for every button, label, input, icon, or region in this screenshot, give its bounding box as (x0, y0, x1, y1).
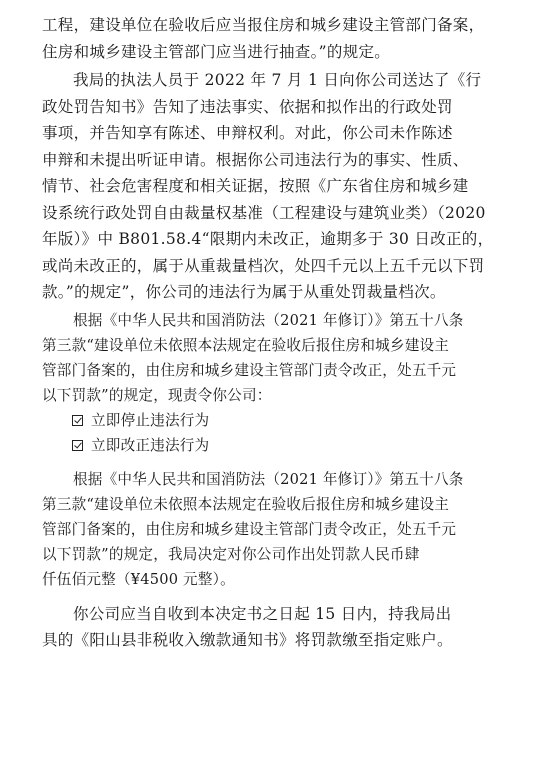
paragraph-filing-rule (42, 12, 508, 65)
text-line: 政处罚告知书》告知了违法事实、依据和拟作出的行政处罚 (42, 97, 453, 116)
text-line: 或尚未改正的，属于从重裁量档次，处四千元以上五千元以下罚 (42, 256, 485, 275)
text-line: 管部门备案的，由住房和城乡建设主管部门责令改正，处五千元 (42, 520, 457, 538)
paragraph-payment (42, 601, 508, 654)
text-line: 具的《阳山县非税收入缴款通知书》将罚款缴至指定账户。 (42, 631, 453, 649)
paragraph-penalty-decision (42, 467, 508, 592)
checked-box-icon (72, 440, 83, 451)
text-line: 根据《中华人民共和国消防法（2021 年修订）》第五十八条 (73, 470, 464, 488)
text-line: 管部门备案的，由住房和城乡建设主管部门责令改正，处五千元 (42, 361, 457, 379)
check-item-stop (42, 408, 508, 433)
check-item-label: 立即改正违法行为 (91, 436, 210, 454)
checked-box-icon (72, 415, 83, 426)
text-line: 事项，并告知享有陈述、申辩权利。对此，你公司未作陈述 (42, 124, 453, 142)
text-line: 申辩和未提出听证申请。根据你公司违法行为的事实、性质、 (42, 150, 469, 169)
check-item-correct (42, 433, 508, 458)
text-line: 情节、社会危害程度和相关证据，按照《广东省住房和城乡建 (42, 177, 469, 195)
text-line: 住房和城乡建设主管部门应当进行抽查。”的规定。 (42, 42, 391, 61)
text-line: 以下罚款”的规定，我局决定对你公司作出处罚款人民币肆 (42, 545, 420, 563)
text-line: 第三款“建设单位未依照本法规定在验收后报住房和城乡建设主 (42, 495, 450, 513)
text-line: 仟伍佰元整（¥4500 元整）。 (42, 570, 235, 588)
text-line: 年版）》中 B801.58.4“限期内未改正，逾期多于 30 日改正的， (42, 230, 494, 248)
paragraph-notice-served (42, 67, 508, 306)
order-checklist (42, 408, 508, 458)
text-line: 设系统行政处罚自由裁量权基准（工程建设与建筑业类）（2020 (42, 203, 486, 222)
text-line: 根据《中华人民共和国消防法（2021 年修订）》第五十八条 (73, 311, 464, 329)
text-line: 第三款“建设单位未依照本法规定在验收后报住房和城乡建设主 (42, 336, 450, 354)
paragraph-order-legal-basis (42, 308, 508, 408)
text-line: 工程，建设单位在验收后应当报住房和城乡建设主管部门备案， (42, 16, 485, 34)
text-line: 我局的执法人员于 2022 年 7 月 1 日向你公司送达了《行 (73, 71, 482, 89)
text-line: 你公司应当自收到本决定书之日起 15 日内，持我局出 (73, 604, 452, 623)
check-item-label: 立即停止违法行为 (91, 411, 210, 429)
text-line: 款。”的规定”，你公司的违法行为属于从重处罚裁量档次。 (42, 283, 446, 301)
text-line: 以下罚款”的规定，现责令你公司： (42, 386, 272, 404)
